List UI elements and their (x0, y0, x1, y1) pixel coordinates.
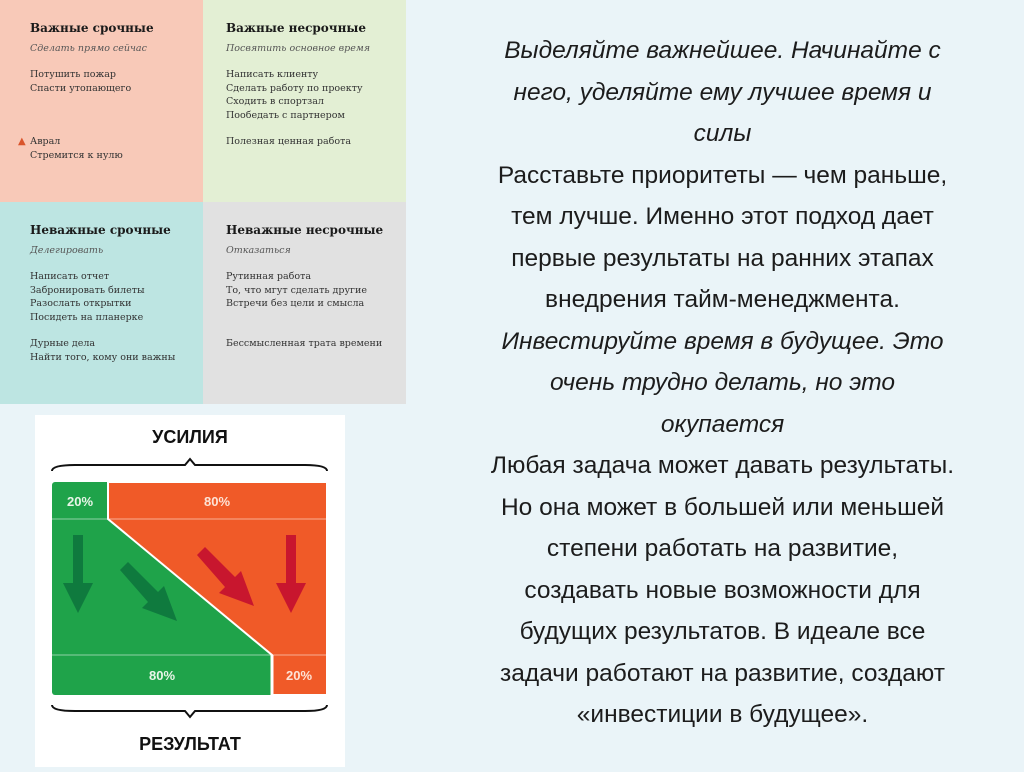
quadrant-action: Отказаться (226, 244, 291, 256)
pareto-diagram (35, 415, 345, 767)
text-line: окупается (660, 410, 785, 438)
text-line: Расставьте приоритеты — чем раньше, (497, 161, 948, 189)
text-line: тем лучше. Именно этот подход дает (511, 203, 934, 230)
text-line: создавать новые возможности для (524, 576, 921, 604)
list-item: Спасти утопающего (30, 82, 132, 94)
list-item: Бессмысленная трата времени (226, 337, 383, 349)
quadrant-important-not-urgent (203, 0, 406, 202)
result-orange-value: 20% (285, 668, 313, 683)
list-item: Забронировать билеты (30, 284, 145, 296)
list-item: То, что мгут сделать другие (226, 284, 367, 296)
effort-orange-value: 80% (203, 494, 231, 509)
list-item: Написать клиенту (226, 69, 319, 80)
list-item: Дурные дела (30, 338, 96, 349)
list-item: Рутинная работа (226, 271, 312, 282)
text-line: Инвестируйте время в будущее. Это (501, 327, 944, 355)
fire-icon: ▲ (18, 136, 26, 147)
list-item: Полезная ценная работа (226, 136, 352, 147)
slide-text (425, 30, 1020, 736)
text-line: Выделяйте важнейшее. Начинайте с (504, 37, 941, 64)
text-line: степени работать на развитие, (546, 535, 899, 562)
list-item: Сходить в спортзал (226, 96, 324, 107)
text-line: Но она может в большей или меньшей (500, 493, 945, 521)
list-item: Найти того, кому они важны (30, 351, 176, 363)
quadrant-not-important-not-urgent (203, 202, 406, 404)
list-item: Пообедать с партнером (226, 109, 345, 121)
pareto-graphic (35, 415, 345, 767)
list-item: Встречи без цели и смысла (226, 298, 365, 309)
quadrant-title: Важные срочные (30, 21, 154, 35)
quadrant-action: Делегировать (30, 244, 104, 256)
list-item: Потушить пожар (30, 69, 116, 80)
bottom-brace (52, 705, 327, 717)
result-green-value: 80% (148, 668, 176, 683)
text-line: внедрения тайм-менеджмента. (545, 286, 900, 313)
quadrant-important-urgent (0, 0, 203, 202)
text-line: него, уделяйте ему лучшее время и (513, 78, 932, 106)
list-item: Аврал (30, 136, 61, 147)
quadrant-action: Посвятить основное время (226, 42, 371, 54)
text-line: первые результаты на ранних этапах (511, 244, 934, 272)
text-line: задачи работают на развитие, создают (500, 659, 945, 687)
quadrant-title: Важные несрочные (226, 21, 367, 35)
text-line: будущих результатов. В идеале все (519, 618, 926, 645)
text-line: Любая задача может давать результаты. (490, 452, 955, 479)
result-label: РЕЗУЛЬТАТ (139, 734, 241, 754)
quadrant-action: Сделать прямо сейчас (30, 42, 147, 54)
quadrant-title: Неважные срочные (30, 223, 171, 237)
effort-green-value: 20% (66, 494, 94, 509)
eisenhower-matrix (0, 0, 407, 405)
list-item: Написать отчет (30, 271, 110, 282)
text-line: «инвестиции в будущее». (576, 701, 869, 728)
quadrant-title: Неважные несрочные (226, 223, 384, 237)
list-item: Разослать открытки (30, 298, 132, 309)
text-line: очень трудно делать, но это (549, 369, 896, 396)
text-line: силы (693, 120, 752, 147)
list-item: Сделать работу по проекту (226, 82, 363, 94)
top-brace (52, 459, 327, 471)
list-item: Посидеть на планерке (30, 311, 144, 323)
list-item: Стремится к нулю (30, 149, 123, 161)
quadrant-not-important-urgent (0, 202, 203, 404)
effort-label: УСИЛИЯ (152, 427, 228, 447)
